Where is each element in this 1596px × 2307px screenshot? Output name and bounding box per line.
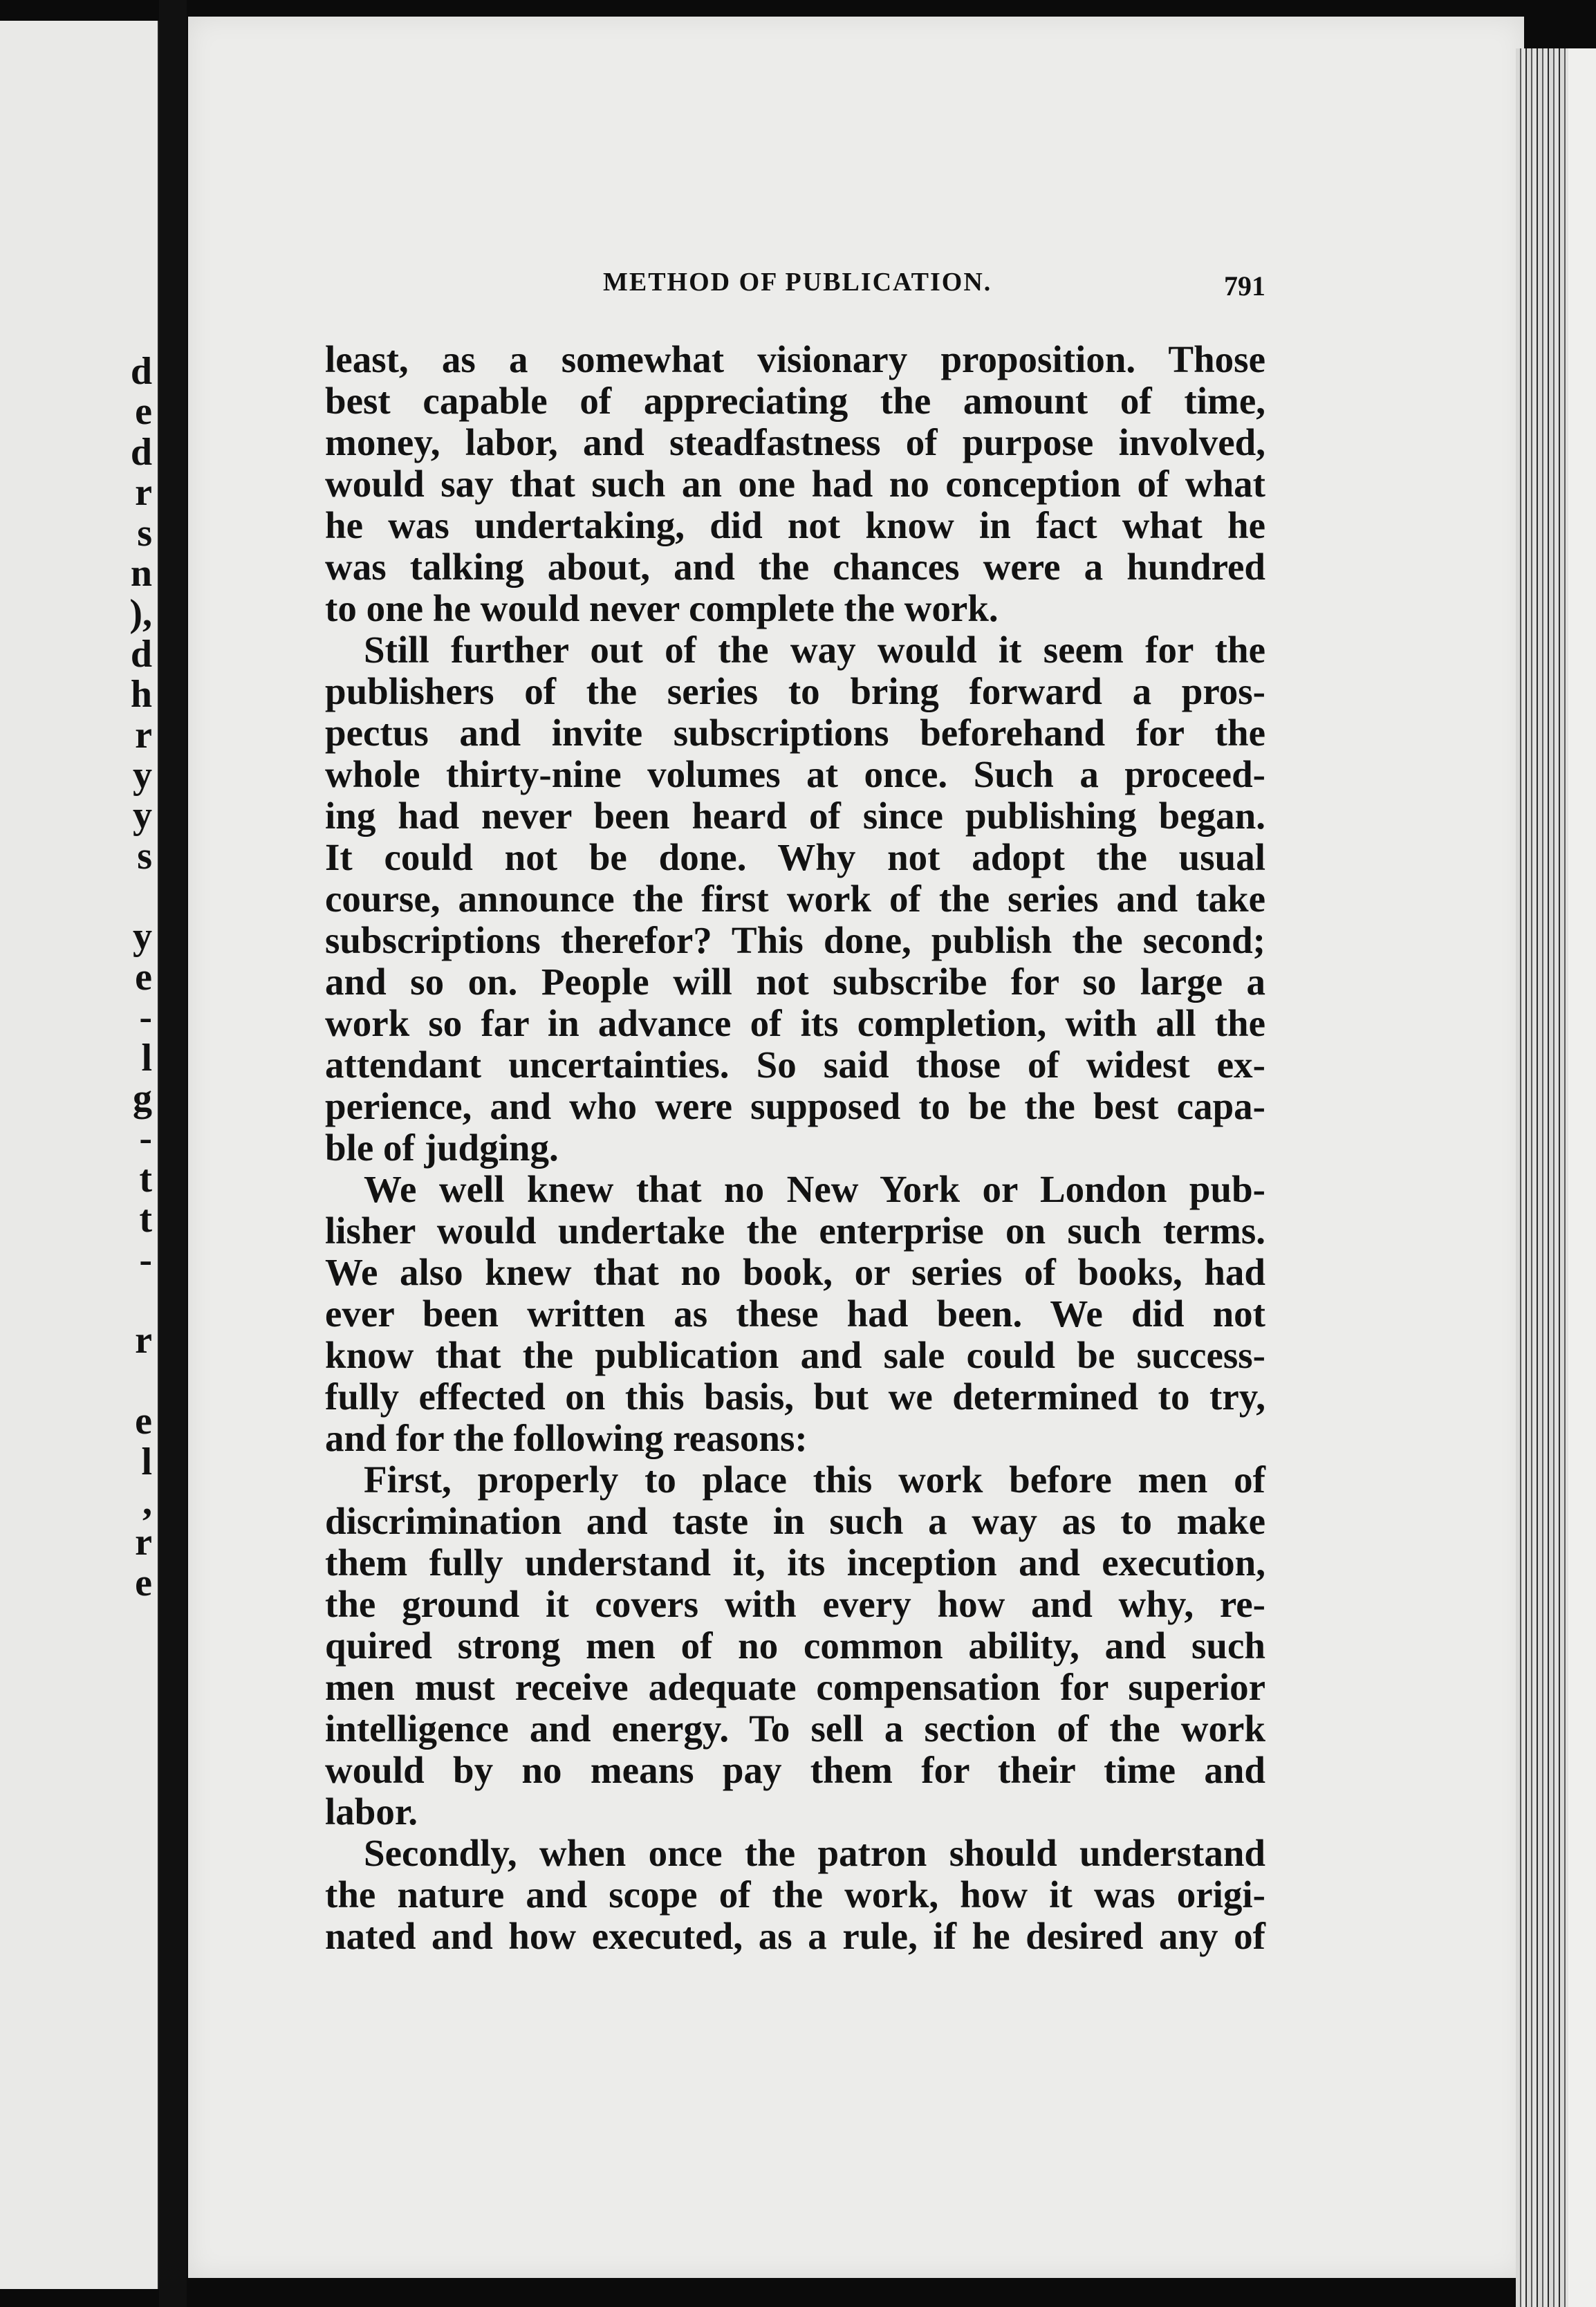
fragment-line: e xyxy=(135,955,152,999)
text-line: perience, and who were supposed to be the best capa- xyxy=(325,1085,1265,1127)
text-line: course, announce the first work of the series and take xyxy=(325,878,1265,920)
fragment-line: e xyxy=(135,390,152,434)
text-line: subscriptions therefor? This done, publish the second; xyxy=(325,919,1265,961)
text-line: Secondly, when once the patron should understand xyxy=(364,1832,1265,1874)
text-line: men must receive adequate compensation for superior xyxy=(325,1666,1265,1708)
text-line: know that the publication and sale could be success- xyxy=(325,1334,1265,1376)
text-line: Still further out of the way would it seem for the xyxy=(364,629,1265,671)
fragment-line: r xyxy=(135,1319,152,1362)
fragment-line: , xyxy=(142,1480,152,1523)
page-header xyxy=(415,267,1314,308)
text-line: would by no means pay them for their time and xyxy=(325,1749,1265,1791)
fragment-line xyxy=(97,1280,152,1320)
text-line: was talking about, and the chances were a hundred xyxy=(325,546,1265,588)
text-line: We also knew that no book, or series of books, had xyxy=(325,1251,1265,1293)
text-line: the ground it covers with every how and why, re- xyxy=(325,1583,1265,1625)
text-line: ble of judging. xyxy=(325,1127,559,1169)
text-line: money, labor, and steadfastness of purpose involved, xyxy=(325,421,1265,463)
page-number: 791 xyxy=(1224,270,1265,302)
fragment-line: - xyxy=(139,1238,152,1281)
text-line: best capable of appreciating the amount of time, xyxy=(325,380,1265,422)
running-head: METHOD OF PUBLICATION. xyxy=(603,268,992,297)
fragment-line: ), xyxy=(129,592,152,636)
text-line: lisher would undertake the enterprise on such terms. xyxy=(325,1210,1265,1252)
text-line: fully effected on this basis, but we determined to try, xyxy=(325,1375,1265,1418)
text-line: discrimination and taste in such a way as to make xyxy=(325,1500,1265,1542)
text-line: intelligence and energy. To sell a section of the work xyxy=(325,1707,1265,1750)
fragment-line: g xyxy=(133,1077,152,1120)
text-line: pectus and invite subscriptions beforehand for the xyxy=(325,712,1265,754)
fragment-line: y xyxy=(133,753,152,797)
fragment-line: d xyxy=(130,350,152,393)
text-line: and for the following reasons: xyxy=(325,1417,808,1459)
previous-page-edge xyxy=(0,21,162,2289)
fragment-line: y xyxy=(133,794,152,837)
stacked-page-edges xyxy=(1516,48,1596,2307)
fragment-line xyxy=(97,876,152,916)
body-text xyxy=(325,339,1265,1957)
text-line: It could not be done. Why not adopt the usual xyxy=(325,836,1265,878)
fragment-line: e xyxy=(135,1561,152,1604)
fragment-line: r xyxy=(135,471,152,515)
text-line: whole thirty-nine volumes at once. Such a proceed- xyxy=(325,753,1265,795)
text-line: them fully understand it, its inception and execution, xyxy=(325,1541,1265,1584)
book-gutter xyxy=(159,0,187,2307)
text-line: First, properly to place this work before men of xyxy=(364,1458,1265,1501)
fragment-line xyxy=(97,1361,152,1401)
page-edge-cover xyxy=(1568,48,1596,2307)
text-line: the nature and scope of the work, how it was origi- xyxy=(325,1873,1265,1916)
text-line: nated and how executed, as a rule, if he desired any of xyxy=(325,1915,1265,1957)
text-line: ever been written as these had been. We did not xyxy=(325,1293,1265,1335)
fragment-line: d xyxy=(130,632,152,676)
fragment-line: s xyxy=(137,834,152,878)
fragment-line: s xyxy=(137,511,152,555)
fragment-line: n xyxy=(130,551,152,595)
text-line: he was undertaking, did not know in fact what he xyxy=(325,504,1265,546)
text-line: least, as a somewhat visionary proposition. Those xyxy=(325,338,1265,380)
text-line: would say that such an one had no conception of what xyxy=(325,463,1265,505)
fragment-line: l xyxy=(141,1440,152,1483)
text-line: to one he would never complete the work. xyxy=(325,587,999,629)
fragment-line: l xyxy=(141,1036,152,1080)
text-line: publishers of the series to bring forward a pros- xyxy=(325,670,1265,712)
text-line: ing had never been heard of since publishing began. xyxy=(325,795,1265,837)
text-line: quired strong men of no common ability, and such xyxy=(325,1624,1265,1667)
text-line: attendant uncertainties. So said those of widest ex- xyxy=(325,1044,1265,1086)
fragment-line: y xyxy=(133,915,152,958)
fragment-line: r xyxy=(135,1521,152,1564)
fragment-line: e xyxy=(135,1400,152,1443)
text-line: and so on. People will not subscribe for so large a xyxy=(325,961,1265,1003)
previous-page-text-fragments xyxy=(97,351,152,1603)
fragment-line: - xyxy=(139,996,152,1039)
text-line: work so far in advance of its completion, with all the xyxy=(325,1002,1265,1044)
fragment-line: d xyxy=(130,430,152,474)
fragment-line: h xyxy=(130,673,152,716)
fragment-line: t xyxy=(139,1198,152,1241)
fragment-line: - xyxy=(139,1117,152,1160)
text-line: We well knew that no New York or London pub- xyxy=(364,1168,1265,1210)
text-line: labor. xyxy=(325,1790,418,1833)
fragment-line: r xyxy=(135,713,152,757)
fragment-line: t xyxy=(139,1157,152,1201)
